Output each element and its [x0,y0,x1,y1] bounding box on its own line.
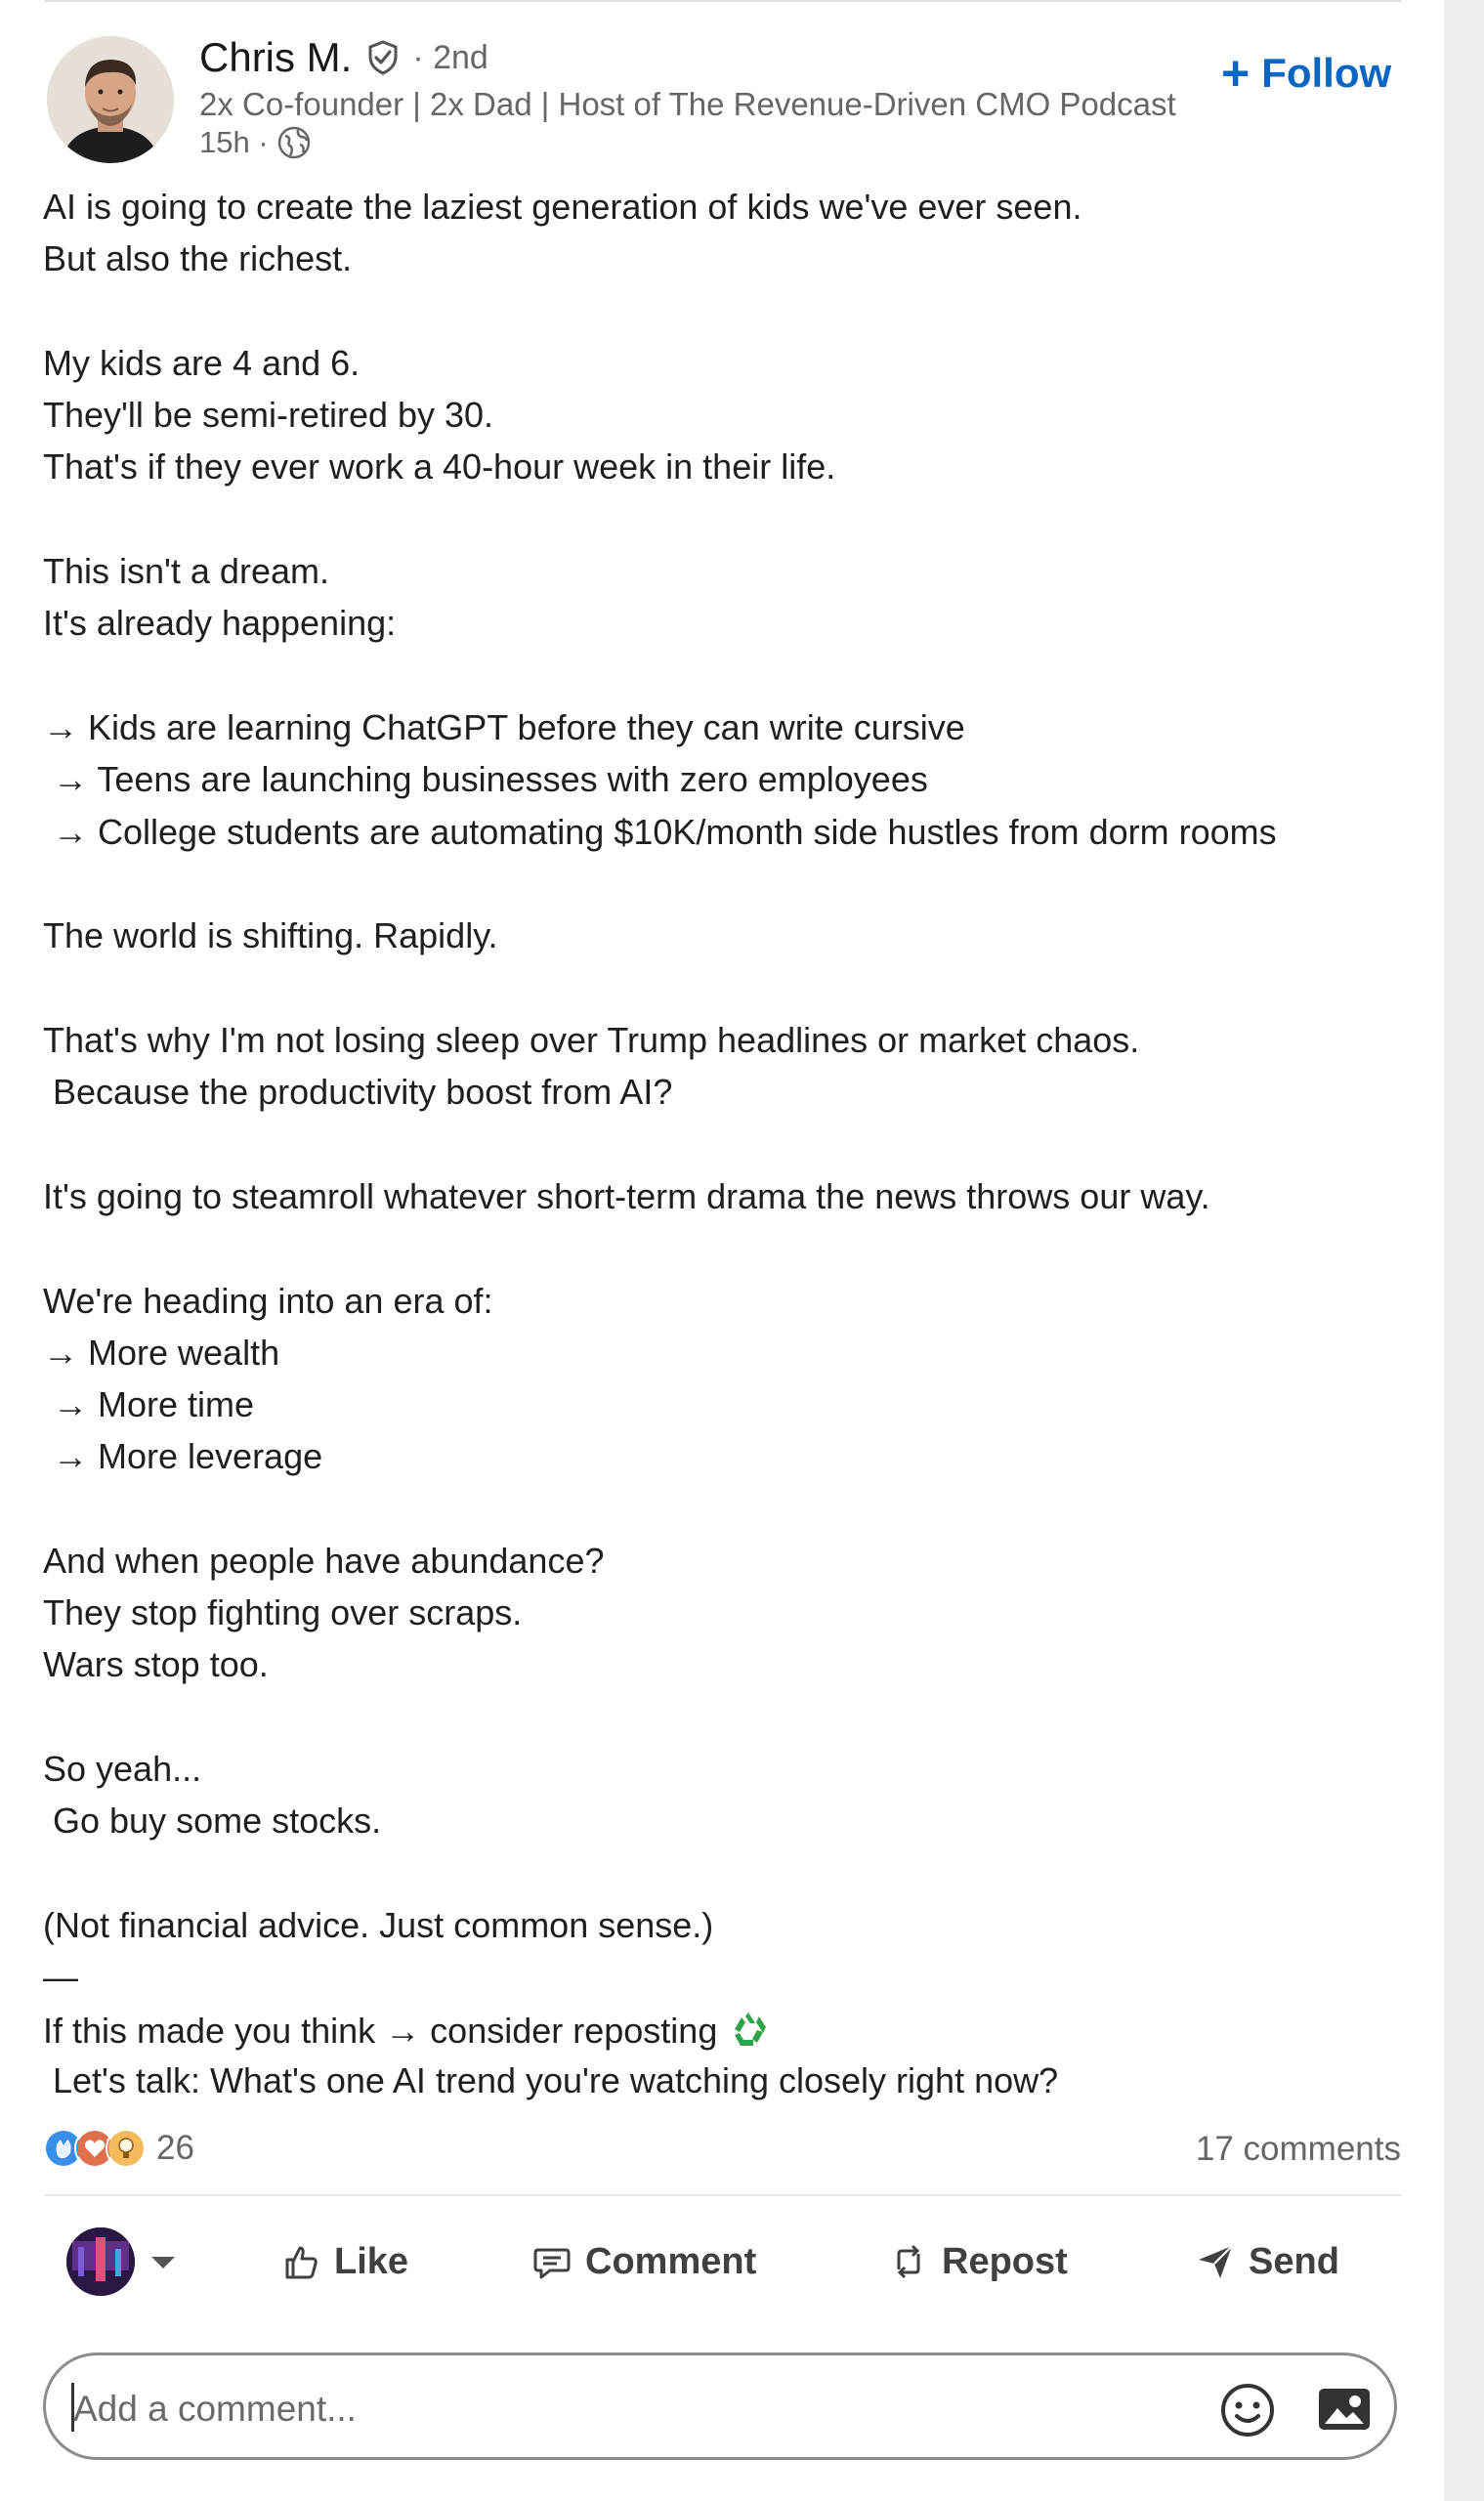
post-meta [199,125,312,160]
connection-degree: · 2nd [412,38,488,76]
emoji-icon[interactable] [1218,2381,1277,2439]
reaction-count: 26 [156,2129,194,2167]
post-line: It's already happening: [43,603,397,643]
comment-label: Comment [585,2240,757,2282]
like-button[interactable] [279,2237,408,2286]
comment-box[interactable] [43,2353,1397,2460]
post-line-reposting [43,2008,770,2053]
verified-shield-icon [363,38,403,77]
author-name-row [199,33,488,82]
post-time: 15h · [199,125,269,159]
post-line: It's going to steamroll whatever short-term drama the news throws our way. [43,1176,1210,1216]
scrollbar-track[interactable] [1444,0,1484,2501]
plus-icon: + [1221,46,1251,101]
post-line: Go buy some stocks. [53,1801,382,1841]
post-line: → More time [53,1384,255,1424]
post-line: But also the richest. [43,238,353,278]
recycle-icon [727,2008,770,2051]
comments-count[interactable]: 17 comments [1195,2130,1401,2168]
actor-avatar[interactable] [66,2227,135,2296]
image-icon[interactable] [1316,2383,1373,2436]
post-line: If this made you think → consider reposting [43,2011,718,2051]
post-line: That's why I'm not losing sleep over Trump headlines or market chaos. [43,1020,1140,1060]
post-line: Wars stop too. [43,1644,269,1684]
divider [44,2194,1402,2196]
repost-icon [887,2240,930,2283]
post-line: They stop fighting over scraps. [43,1592,523,1632]
send-button[interactable] [1194,2237,1339,2286]
text-cursor [71,2383,74,2432]
post-line: We're heading into an era of: [43,1281,493,1321]
post-line: → Teens are launching businesses with zero employees [53,759,928,799]
post-line: (Not financial advice. Just common sense.) [43,1905,714,1945]
like-label: Like [334,2240,409,2282]
follow-button[interactable] [1221,46,1392,101]
post-line: Because the productivity boost from AI? [53,1072,673,1112]
thumbs-up-icon [279,2240,322,2283]
author-headline: 2x Co-founder | 2x Dad | Host of The Revenue-Driven CMO Podcast [199,86,1176,122]
author-name[interactable]: Chris M. [199,34,353,80]
repost-label: Repost [942,2240,1068,2282]
send-icon [1194,2240,1237,2283]
post-line: And when people have abundance? [43,1541,605,1581]
post-line: That's if they ever work a 40-hour week in their life. [43,446,836,487]
post-line: AI is going to create the laziest generation of kids we've ever seen. [43,187,1082,227]
reactions-summary[interactable] [43,2128,194,2169]
comment-input[interactable] [71,2381,1150,2437]
chevron-down-icon[interactable] [148,2253,178,2272]
repost-button[interactable] [887,2237,1068,2286]
post-line: The world is shifting. Rapidly. [43,915,498,955]
post-line: → More leverage [53,1436,323,1476]
comment-bubble-icon [530,2240,573,2283]
post-line: → More wealth [43,1333,280,1373]
comment-button[interactable] [530,2237,756,2286]
post-line: — [43,1957,78,1997]
post-line: So yeah... [43,1749,202,1789]
author-avatar[interactable] [47,36,174,163]
post-line: My kids are 4 and 6. [43,343,360,383]
lightbulb-icon [106,2128,147,2169]
post-line: Let's talk: What's one AI trend you're watching closely right now? [53,2060,1059,2100]
post-line: This isn't a dream. [43,551,329,591]
post-line: They'll be semi-retired by 30. [43,395,494,435]
post-line: → Kids are learning ChatGPT before they can write cursive [43,707,965,747]
send-label: Send [1249,2240,1339,2282]
follow-label: Follow [1261,50,1392,96]
globe-icon [276,125,312,160]
divider [44,0,1402,2]
post-line: → College students are automating $10K/month side hustles from dorm rooms [53,812,1277,852]
